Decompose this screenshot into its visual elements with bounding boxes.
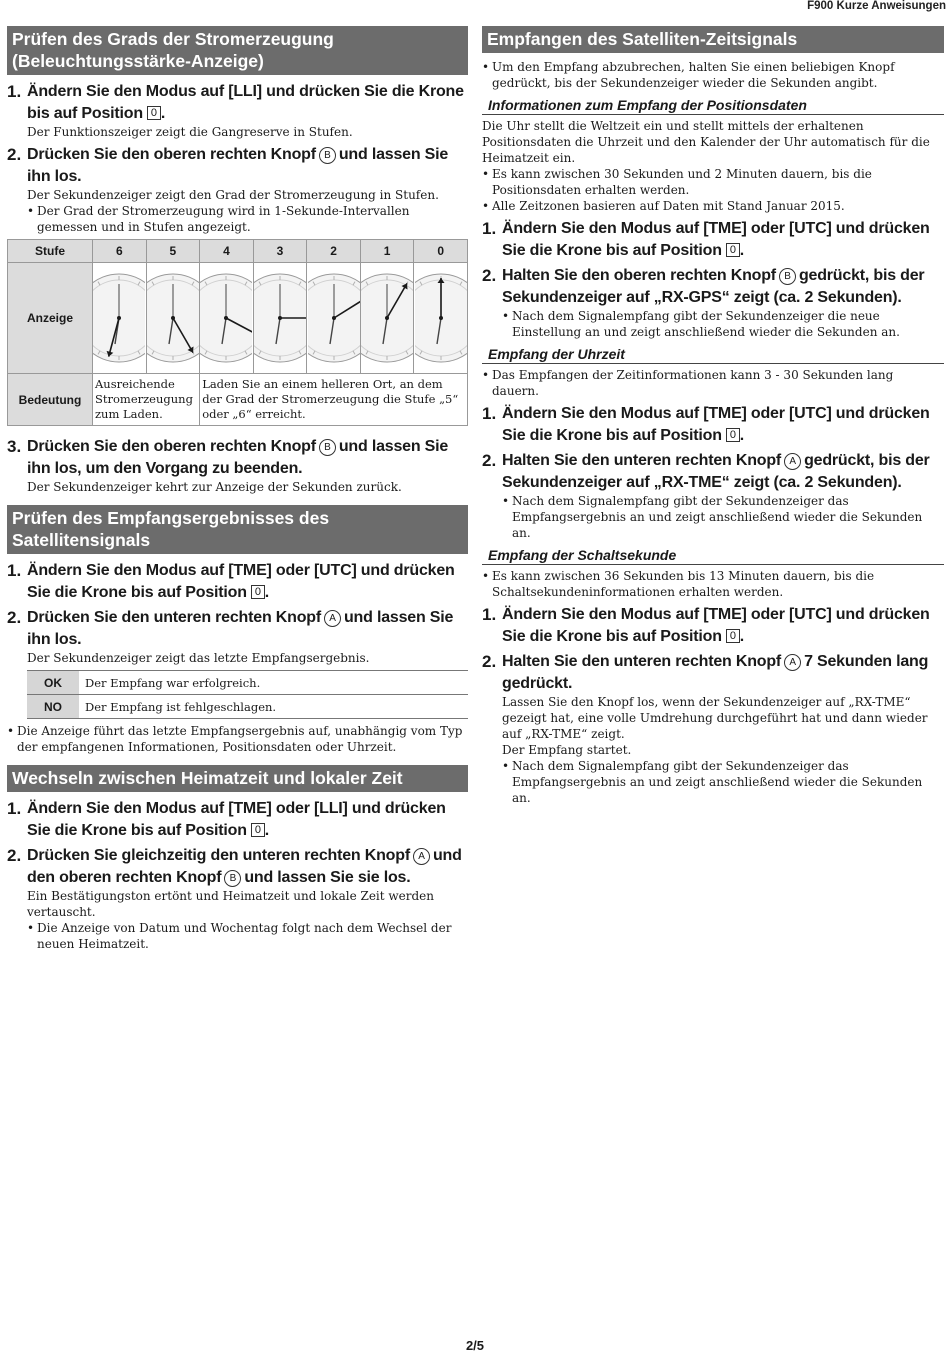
position-box: 0 <box>726 629 740 643</box>
level-header: 5 <box>146 240 200 263</box>
step-number: 1. <box>7 82 22 101</box>
dial-center <box>439 316 443 320</box>
step-number: 2. <box>7 608 22 627</box>
watch-dial-level-6 <box>93 266 145 366</box>
bullet-item: • Es kann zwischen 30 Sekunden und 2 Minuten dauern, bis die Positionsdaten erhalten werden. <box>482 167 872 197</box>
bullet-item: • Um den Empfang abzubrechen, halten Sie einen beliebigen Knopf gedrückt, bis der Sekundenzeiger wieder die Sekunden angibt. <box>482 60 895 90</box>
table-row <box>27 695 468 719</box>
paragraph: Die Uhr stellt die Weltzeit ein und stellt mittels der erhaltenen Positionsdaten die Uhrzeit und den Kalender der Uhr automatisch für die Heimatzeit ein. <box>482 119 930 165</box>
bullet-item: • Alle Zeitzonen basieren auf Daten mit Stand Januar 2015. <box>482 199 845 213</box>
watch-dial-level-5 <box>147 266 199 366</box>
position-box: 0 <box>251 823 265 837</box>
button-a-symbol: A <box>784 453 801 470</box>
left-column <box>7 26 468 952</box>
result-key-no: NO <box>27 695 79 719</box>
step <box>482 403 944 446</box>
button-a-symbol: A <box>784 654 801 671</box>
step-text: Der Funktionszeiger zeigt die Gangreserve in Stufen. <box>27 125 353 139</box>
step <box>7 845 468 952</box>
step-title: Ändern Sie den Modus auf [TME] oder [UTC] und drücken Sie die Krone bis auf Position 0 . <box>502 606 930 645</box>
watch-dial-level-0 <box>415 266 467 366</box>
button-a-symbol: A <box>324 610 341 627</box>
button-b-symbol: B <box>779 268 796 285</box>
subsection-title-positionsdaten: Informationen zum Empfang der Positionsdaten <box>482 97 944 115</box>
level-table <box>7 239 468 426</box>
step-title: Drücken Sie den oberen rechten Knopf B und lassen Sie ihn los. <box>27 146 449 185</box>
step-title: Halten Sie den oberen rechten Knopf B gedrückt, bis der Sekundenzeiger auf „RX-GPS“ zeigt (ca. 2 Sekunden). <box>502 267 925 306</box>
result-table <box>27 670 468 719</box>
step-number: 1. <box>7 799 22 818</box>
step-number: 2. <box>482 451 497 470</box>
step-title: Drücken Sie gleichzeitig den unteren rechten Knopf A und den oberen rechten Knopf B und lassen Sie sie los. <box>27 847 462 886</box>
step-number: 2. <box>482 266 497 285</box>
step-title: Drücken Sie den unteren rechten Knopf A und lassen Sie ihn los. <box>27 609 454 648</box>
section-title-satelliten-zeitsignal: Empfangen des Satelliten-Zeitsignals <box>482 26 944 53</box>
step-number: 1. <box>482 605 497 624</box>
dial-center <box>278 316 282 320</box>
step-title: Ändern Sie den Modus auf [TME] oder [UTC] und drücken Sie die Krone bis auf Position 0 . <box>27 562 455 601</box>
step <box>7 607 468 666</box>
right-column <box>482 26 944 806</box>
step-number: 1. <box>482 219 497 238</box>
bullet-item: • Die Anzeige von Datum und Wochentag folgt nach dem Wechsel der neuen Heimatzeit. <box>27 921 452 951</box>
dial-center <box>385 316 389 320</box>
step-title: Ändern Sie den Modus auf [TME] oder [UTC] und drücken Sie die Krone bis auf Position 0 . <box>502 220 930 259</box>
step <box>482 651 944 806</box>
watch-dial-level-1 <box>361 266 413 366</box>
step-text: Ein Bestätigungston ertönt und Heimatzeit und lokale Zeit werden vertauscht. <box>27 889 435 919</box>
step <box>7 81 468 140</box>
subsection-title-schaltsekunde: Empfang der Schaltsekunde <box>482 547 944 565</box>
position-box: 0 <box>726 428 740 442</box>
step-number: 1. <box>482 404 497 423</box>
page-number: 2/5 <box>465 1338 485 1353</box>
meaning-sufficient: Ausreichende Stromerzeugung zum Laden. <box>93 374 200 426</box>
dial-center <box>171 316 175 320</box>
position-box: 0 <box>147 106 161 120</box>
table-row-anzeige: Anzeige <box>8 263 93 374</box>
step-title: Ändern Sie den Modus auf [TME] oder [UTC] und drücken Sie die Krone bis auf Position 0 . <box>502 405 930 444</box>
bullet-item: • Der Grad der Stromerzeugung wird in 1-Sekunde-Intervallen gemessen und in Stufen angezeigt. <box>27 204 410 234</box>
step <box>482 604 944 647</box>
dial-center <box>332 316 336 320</box>
level-header: 2 <box>307 240 361 263</box>
step <box>7 560 468 603</box>
watch-dial-level-3 <box>254 266 306 366</box>
step <box>7 436 468 495</box>
bullet-item: • Nach dem Signalempfang gibt der Sekundenzeiger das Empfangsergebnis an und zeigt anschließend wieder die Sekunden an. <box>502 759 923 805</box>
bullet-item: • Es kann zwischen 36 Sekunden bis 13 Minuten dauern, bis die Schaltsekundeninformationen erhalten werden. <box>482 569 875 599</box>
step <box>7 798 468 841</box>
step-number: 2. <box>7 846 22 865</box>
level-header: 1 <box>360 240 414 263</box>
step-text: Der Sekundenzeiger zeigt den Grad der Stromerzeugung in Stufen. <box>27 188 439 202</box>
step-number: 3. <box>7 437 22 456</box>
step-text: Der Sekundenzeiger kehrt zur Anzeige der Sekunden zurück. <box>27 480 402 494</box>
button-b-symbol: B <box>319 439 336 456</box>
subsection-title-uhrzeit: Empfang der Uhrzeit <box>482 346 944 364</box>
step <box>482 265 944 340</box>
bullet-item: • Nach dem Signalempfang gibt der Sekundenzeiger das Empfangsergebnis an und zeigt anschließend wieder die Sekunden an. <box>502 494 923 540</box>
button-b-symbol: B <box>224 870 241 887</box>
button-a-symbol: A <box>413 848 430 865</box>
result-value-ok: Der Empfang war erfolgreich. <box>79 671 468 695</box>
watch-dial-level-4 <box>200 266 252 366</box>
step-number: 2. <box>482 652 497 671</box>
step-title: Ändern Sie den Modus auf [TME] oder [LLI] und drücken Sie die Krone bis auf Position 0 . <box>27 800 446 839</box>
step-text: Der Sekundenzeiger zeigt das letzte Empfangsergebnis. <box>27 651 370 665</box>
dial-center <box>117 316 121 320</box>
level-header: 0 <box>414 240 468 263</box>
button-b-symbol: B <box>319 147 336 164</box>
table-header-stufe: Stufe <box>8 240 93 263</box>
level-header: 4 <box>200 240 254 263</box>
step-title: Drücken Sie den oberen rechten Knopf B und lassen Sie ihn los, um den Vorgang zu beenden. <box>27 438 449 477</box>
step-title: Halten Sie den unteren rechten Knopf A 7 Sekunden lang gedrückt. <box>502 653 929 692</box>
result-value-no: Der Empfang ist fehlgeschlagen. <box>79 695 468 719</box>
level-header: 3 <box>253 240 307 263</box>
step-number: 1. <box>7 561 22 580</box>
section-title-heimatzeit: Wechseln zwischen Heimatzeit und lokaler Zeit <box>7 765 468 792</box>
section-title-stromerzeugung: Prüfen des Grads der Stromerzeugung (Beleuchtungsstärke-Anzeige) <box>7 26 468 75</box>
step-text: Lassen Sie den Knopf los, wenn der Sekundenzeiger auf „RX-TME“ gezeigt hat, eine volle Umdrehung durchgeführt hat und dann wieder auf „RX-TME“ zeigt. <box>502 695 928 741</box>
step-text: Der Empfang startet. <box>502 743 632 757</box>
meaning-insufficient: Laden Sie an einem helleren Ort, an dem der Grad der Stromerzeugung die Stufe „5“ oder „6“ erreicht. <box>200 374 468 426</box>
step-number: 2. <box>7 145 22 164</box>
bullet-item: • Die Anzeige führt das letzte Empfangsergebnis auf, unabhängig vom Typ der empfangenen Informationen, Positionsdaten oder Uhrzeit. <box>7 724 463 754</box>
step <box>482 450 944 541</box>
bullet-item: • Nach dem Signalempfang gibt der Sekundenzeiger die neue Einstellung an und zeigt anschließend wieder die Sekunden an. <box>502 309 900 339</box>
step-title: Ändern Sie den Modus auf [LLI] und drücken Sie die Krone bis auf Position 0 . <box>27 83 464 122</box>
table-row <box>27 671 468 695</box>
table-row-bedeutung: Bedeutung <box>8 374 93 426</box>
step-title: Halten Sie den unteren rechten Knopf A gedrückt, bis der Sekundenzeiger auf „RX-TME“ zeigt (ca. 2 Sekunden). <box>502 452 930 491</box>
dial-center <box>224 316 228 320</box>
watch-dial-level-2 <box>308 266 360 366</box>
doc-title: F900 Kurze Anweisungen <box>807 0 946 12</box>
position-box: 0 <box>251 585 265 599</box>
result-key-ok: OK <box>27 671 79 695</box>
step <box>482 218 944 261</box>
bullet-item: • Das Empfangen der Zeitinformationen kann 3 - 30 Sekunden lang dauern. <box>482 368 894 398</box>
section-title-empfangsergebnis: Prüfen des Empfangsergebnisses des Satellitensignals <box>7 505 468 554</box>
step <box>7 144 468 235</box>
level-header: 6 <box>93 240 147 263</box>
position-box: 0 <box>726 243 740 257</box>
